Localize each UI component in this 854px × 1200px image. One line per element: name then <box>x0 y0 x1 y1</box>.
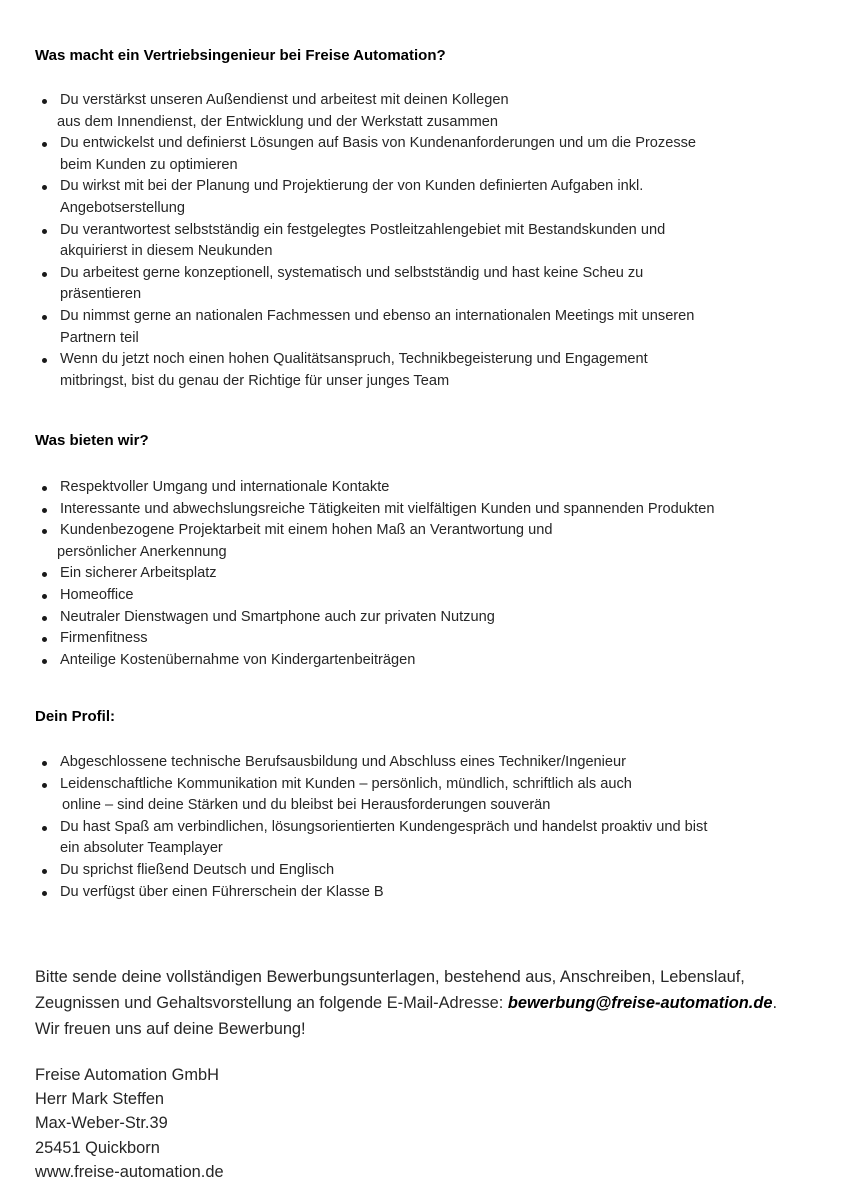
bullet-icon <box>42 616 47 621</box>
bullet-icon <box>42 486 47 491</box>
email-line: Zeugnissen und Gehaltsvorstellung an folgende E-Mail-Adresse: bewerbung@freise-automation.de. <box>35 993 778 1012</box>
section-heading-benefits: Was bieten wir? <box>35 432 149 449</box>
list-item: Du verantwortest selbstständig ein festgelegtes Postleitzahlengebiet mit Bestandskunden und akquirierst in diesem Neukunden <box>35 220 825 263</box>
bullet-icon <box>42 594 47 599</box>
list-item: Respektvoller Umgang und internationale Kontakte <box>35 477 825 499</box>
website-link[interactable]: www.freise-automation.de <box>35 1162 224 1181</box>
list-item: Homeoffice <box>35 585 825 607</box>
list-item: Interessante und abwechslungsreiche Tätigkeiten mit vielfältigen Kunden und spannenden Produkten <box>35 499 825 521</box>
application-instructions: Bitte sende deine vollständigen Bewerbungsunterlagen, bestehend aus, Anschreiben, Lebenslauf, Zeugnissen und Gehaltsvorstellung an folgende E-Mail-Adresse: bewerbung@freise-automation.de. Wir freuen uns auf deine Bewerbung! <box>35 965 835 1042</box>
city-address: 25451 Quickborn <box>35 1138 160 1157</box>
list-item: Du wirkst mit bei der Planung und Projektierung der von Kunden definierten Aufgaben inkl. Angebotserstellung <box>35 176 825 219</box>
list-item: Firmenfitness <box>35 628 825 650</box>
bullet-icon <box>42 529 47 534</box>
bullet-icon <box>42 637 47 642</box>
bullet-icon <box>42 142 47 147</box>
list-item: Du sprichst fließend Deutsch und Englisch <box>35 860 825 882</box>
bullet-icon <box>42 229 47 234</box>
list-item: Anteilige Kostenübernahme von Kindergartenbeiträgen <box>35 650 825 672</box>
bullet-icon <box>42 315 47 320</box>
list-item: Abgeschlossene technische Berufsausbildung und Abschluss eines Techniker/Ingenieur <box>35 752 825 774</box>
contact-person: Herr Mark Steffen <box>35 1090 165 1109</box>
profile-list <box>35 752 825 903</box>
bullet-icon <box>42 826 47 831</box>
list-item: Kundenbezogene Projektarbeit mit einem hohen Maß an Verantwortung und persönlicher Anerkennung <box>35 520 825 563</box>
list-item: Du nimmst gerne an nationalen Fachmessen und ebenso an internationalen Meetings mit unseren Partnern teil <box>35 306 825 349</box>
bullet-icon <box>42 185 47 190</box>
company-address <box>35 1063 224 1184</box>
benefits-list <box>35 477 825 671</box>
bullet-icon <box>42 869 47 874</box>
bullet-icon <box>42 358 47 363</box>
list-item: Du entwickelst und definierst Lösungen auf Basis von Kundenanforderungen und um die Prozesse beim Kunden zu optimieren <box>35 133 825 176</box>
list-item: Du verfügst über einen Führerschein der Klasse B <box>35 882 825 904</box>
list-item: Ein sicherer Arbeitsplatz <box>35 563 825 585</box>
bullet-icon <box>42 272 47 277</box>
street-address: Max-Weber-Str.39 <box>35 1114 168 1133</box>
bullet-icon <box>42 761 47 766</box>
list-item: Wenn du jetzt noch einen hohen Qualitätsanspruch, Technikbegeisterung und Engagement mitbringst, bist du genau der Richtige für unser junges Team <box>35 349 825 392</box>
section-heading-profile: Dein Profil: <box>35 708 116 725</box>
section-heading-tasks: Was macht ein Vertriebsingenieur bei Freise Automation? <box>35 47 446 64</box>
bullet-icon <box>42 572 47 577</box>
list-item: Du verstärkst unseren Außendienst und arbeitest mit deinen Kollegen aus dem Innendienst, der Entwicklung und der Werkstatt zusammen <box>35 90 825 133</box>
list-item: Leidenschaftliche Kommunikation mit Kunden – persönlich, mündlich, schriftlich als auch online – sind deine Stärken und du bleibst bei Herausforderungen souverän <box>35 774 825 817</box>
list-item: Du hast Spaß am verbindlichen, lösungsorientierten Kundengespräch und handelst proaktiv und bist ein absoluter Teamplayer <box>35 817 825 860</box>
list-item: Neutraler Dienstwagen und Smartphone auch zur privaten Nutzung <box>35 607 825 629</box>
bullet-icon <box>42 659 47 664</box>
tasks-list <box>35 90 825 392</box>
bullet-icon <box>42 783 47 788</box>
bullet-icon <box>42 891 47 896</box>
email-link[interactable]: bewerbung@freise-automation.de <box>507 993 773 1012</box>
bullet-icon <box>42 508 47 513</box>
bullet-icon <box>42 99 47 104</box>
list-item: Du arbeitest gerne konzeptionell, systematisch und selbstständig und hast keine Scheu zu präsentieren <box>35 263 825 306</box>
company-name: Freise Automation GmbH <box>35 1066 220 1084</box>
